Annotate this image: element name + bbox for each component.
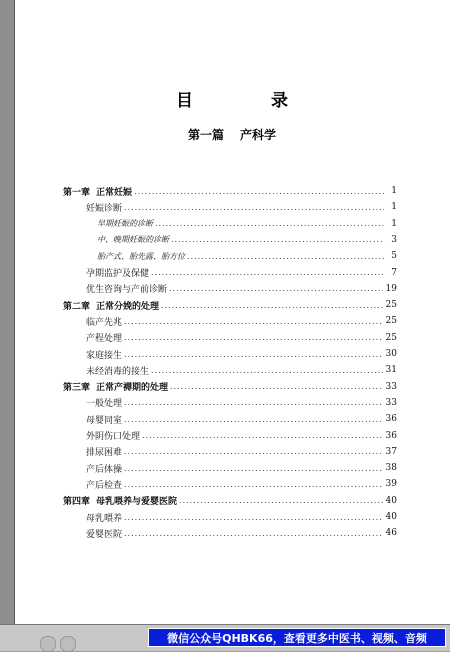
toc-entry-label: 排尿困难: [86, 448, 123, 459]
toc-entry: [86, 461, 397, 475]
toc-leader-dots: [171, 235, 384, 244]
toc-page-number: 31: [385, 365, 397, 376]
toc-page-number: 36: [385, 414, 397, 425]
toc-leader-dots: [124, 447, 383, 456]
toc-page-number: 40: [385, 495, 397, 506]
toc-leader-dots: [170, 382, 383, 391]
toc-leader-dots: [142, 431, 383, 440]
toc-entry-label: 一般处理: [86, 399, 123, 410]
toc-entry-label: 正常分娩的处理: [96, 301, 160, 312]
toc-entry: [86, 477, 397, 491]
toc-entry: [86, 396, 397, 410]
toc-page-number: 37: [385, 446, 397, 457]
toc-page-number: 19: [385, 283, 397, 294]
toc-leader-dots: [151, 268, 384, 277]
toc-entry-label: 家庭接生: [86, 350, 123, 361]
toc-entry: [97, 249, 397, 263]
toc-chapter-number: 第二章: [63, 301, 91, 312]
toc-page-number: 30: [385, 349, 397, 359]
toc-entry-label: 临产先兆: [86, 317, 123, 328]
toc-entry: [86, 510, 397, 524]
toc-chapter-number: 第三章: [63, 383, 91, 394]
toc-entry: [86, 445, 397, 459]
toc-entry-label: 未经消毒的接生: [86, 366, 150, 377]
part-name: 产科学: [240, 128, 277, 142]
toc-entry: [86, 266, 397, 280]
toc-chapter-entry: [63, 184, 397, 198]
toc-page-number: 33: [385, 397, 397, 408]
toc-leader-dots: [151, 366, 383, 375]
toc-entry: [86, 347, 397, 361]
toc-leader-dots: [124, 513, 383, 522]
toc-entry-label: 孕期监护及保健: [86, 269, 150, 279]
toc-entry-label: 早期妊娠的诊断: [97, 219, 153, 229]
toc-page-number: 3: [391, 234, 397, 245]
toc-entry: [86, 363, 397, 377]
toc-leader-dots: [124, 415, 383, 424]
toc-entry-label: 优生咨询与产前诊断: [86, 285, 168, 296]
toc-page-number: 5: [391, 251, 397, 262]
toc-chapter-entry: [63, 380, 397, 394]
toc-leader-dots: [155, 219, 384, 228]
toc-page-number: 33: [385, 381, 397, 392]
toc-entry: [86, 200, 397, 214]
toc-entry-label: 正常产褥期的处理: [96, 383, 169, 394]
toc-leader-dots: [179, 496, 383, 505]
toc-entry: [97, 233, 397, 247]
toc-entry: [86, 526, 397, 540]
toc-leader-dots: [161, 301, 383, 310]
toc-page-number: 1: [391, 202, 397, 213]
toc-page-number: 46: [385, 528, 397, 539]
toc-page-number: 25: [385, 316, 397, 327]
toc-entry: [86, 282, 397, 296]
toc-chapter-entry: [63, 494, 397, 508]
toc-leader-dots: [187, 252, 384, 261]
toc-entry: [97, 217, 397, 231]
toc-page-number: 1: [391, 218, 397, 229]
part-number: 第一篇: [187, 128, 224, 142]
toc-page-number: 25: [385, 332, 397, 343]
toc-leader-dots: [124, 464, 383, 473]
toc-entry: [86, 429, 397, 443]
toc-chapter-number: 第四章: [63, 497, 91, 508]
toc-page-number: 39: [385, 479, 397, 490]
toc-leader-dots: [124, 317, 383, 326]
toc-page-number: 40: [385, 512, 397, 522]
watermark-banner: 微信公众号QHBK66，查看更多中医书、视频、音频: [148, 628, 446, 647]
toc-leader-dots: [124, 333, 383, 342]
toc-entry-label: 母乳喂养: [86, 513, 123, 524]
toc-page-number: 36: [385, 430, 397, 441]
toc-entry-label: 中、晚期妊娠的诊断: [97, 235, 169, 245]
toc-entry-label: 母婴同室: [86, 415, 123, 426]
toc-entry: [86, 314, 397, 328]
toc-entry-label: 产后体操: [86, 464, 123, 475]
toc-page-number: 7: [391, 267, 397, 278]
toc-entry-label: 正常妊娠: [96, 187, 133, 198]
toc-leader-dots: [124, 480, 383, 489]
toc-leader-dots: [124, 350, 383, 359]
toc-page-number: 38: [385, 463, 397, 474]
toc-leader-dots: [134, 187, 384, 196]
toc-chapter-entry: [63, 298, 397, 312]
toc-entry: [86, 331, 397, 345]
toc-leader-dots: [124, 529, 383, 538]
toc-page-number: 25: [385, 300, 397, 311]
toc-entry-label: 母乳喂养与爱婴医院: [96, 497, 178, 508]
toc-chapter-number: 第一章: [63, 187, 91, 198]
toc-entry: [86, 412, 397, 426]
toc-page-number: 1: [391, 186, 397, 196]
toc-leader-dots: [169, 284, 383, 293]
toc-entry-label: 产后检查: [86, 480, 123, 491]
toc-entry-label: 外阴伤口处理: [86, 432, 141, 442]
toc-leader-dots: [124, 398, 383, 407]
toc-entry-label: 胎产式、胎先露、胎方位: [97, 251, 185, 261]
toc-entry-label: 爱婴医院: [86, 529, 123, 540]
toc-entry-label: 妊娠诊断: [86, 203, 123, 214]
toc-leader-dots: [124, 203, 384, 212]
toc-title: 目 录: [176, 91, 324, 111]
toc-entry-label: 产程处理: [86, 334, 123, 345]
